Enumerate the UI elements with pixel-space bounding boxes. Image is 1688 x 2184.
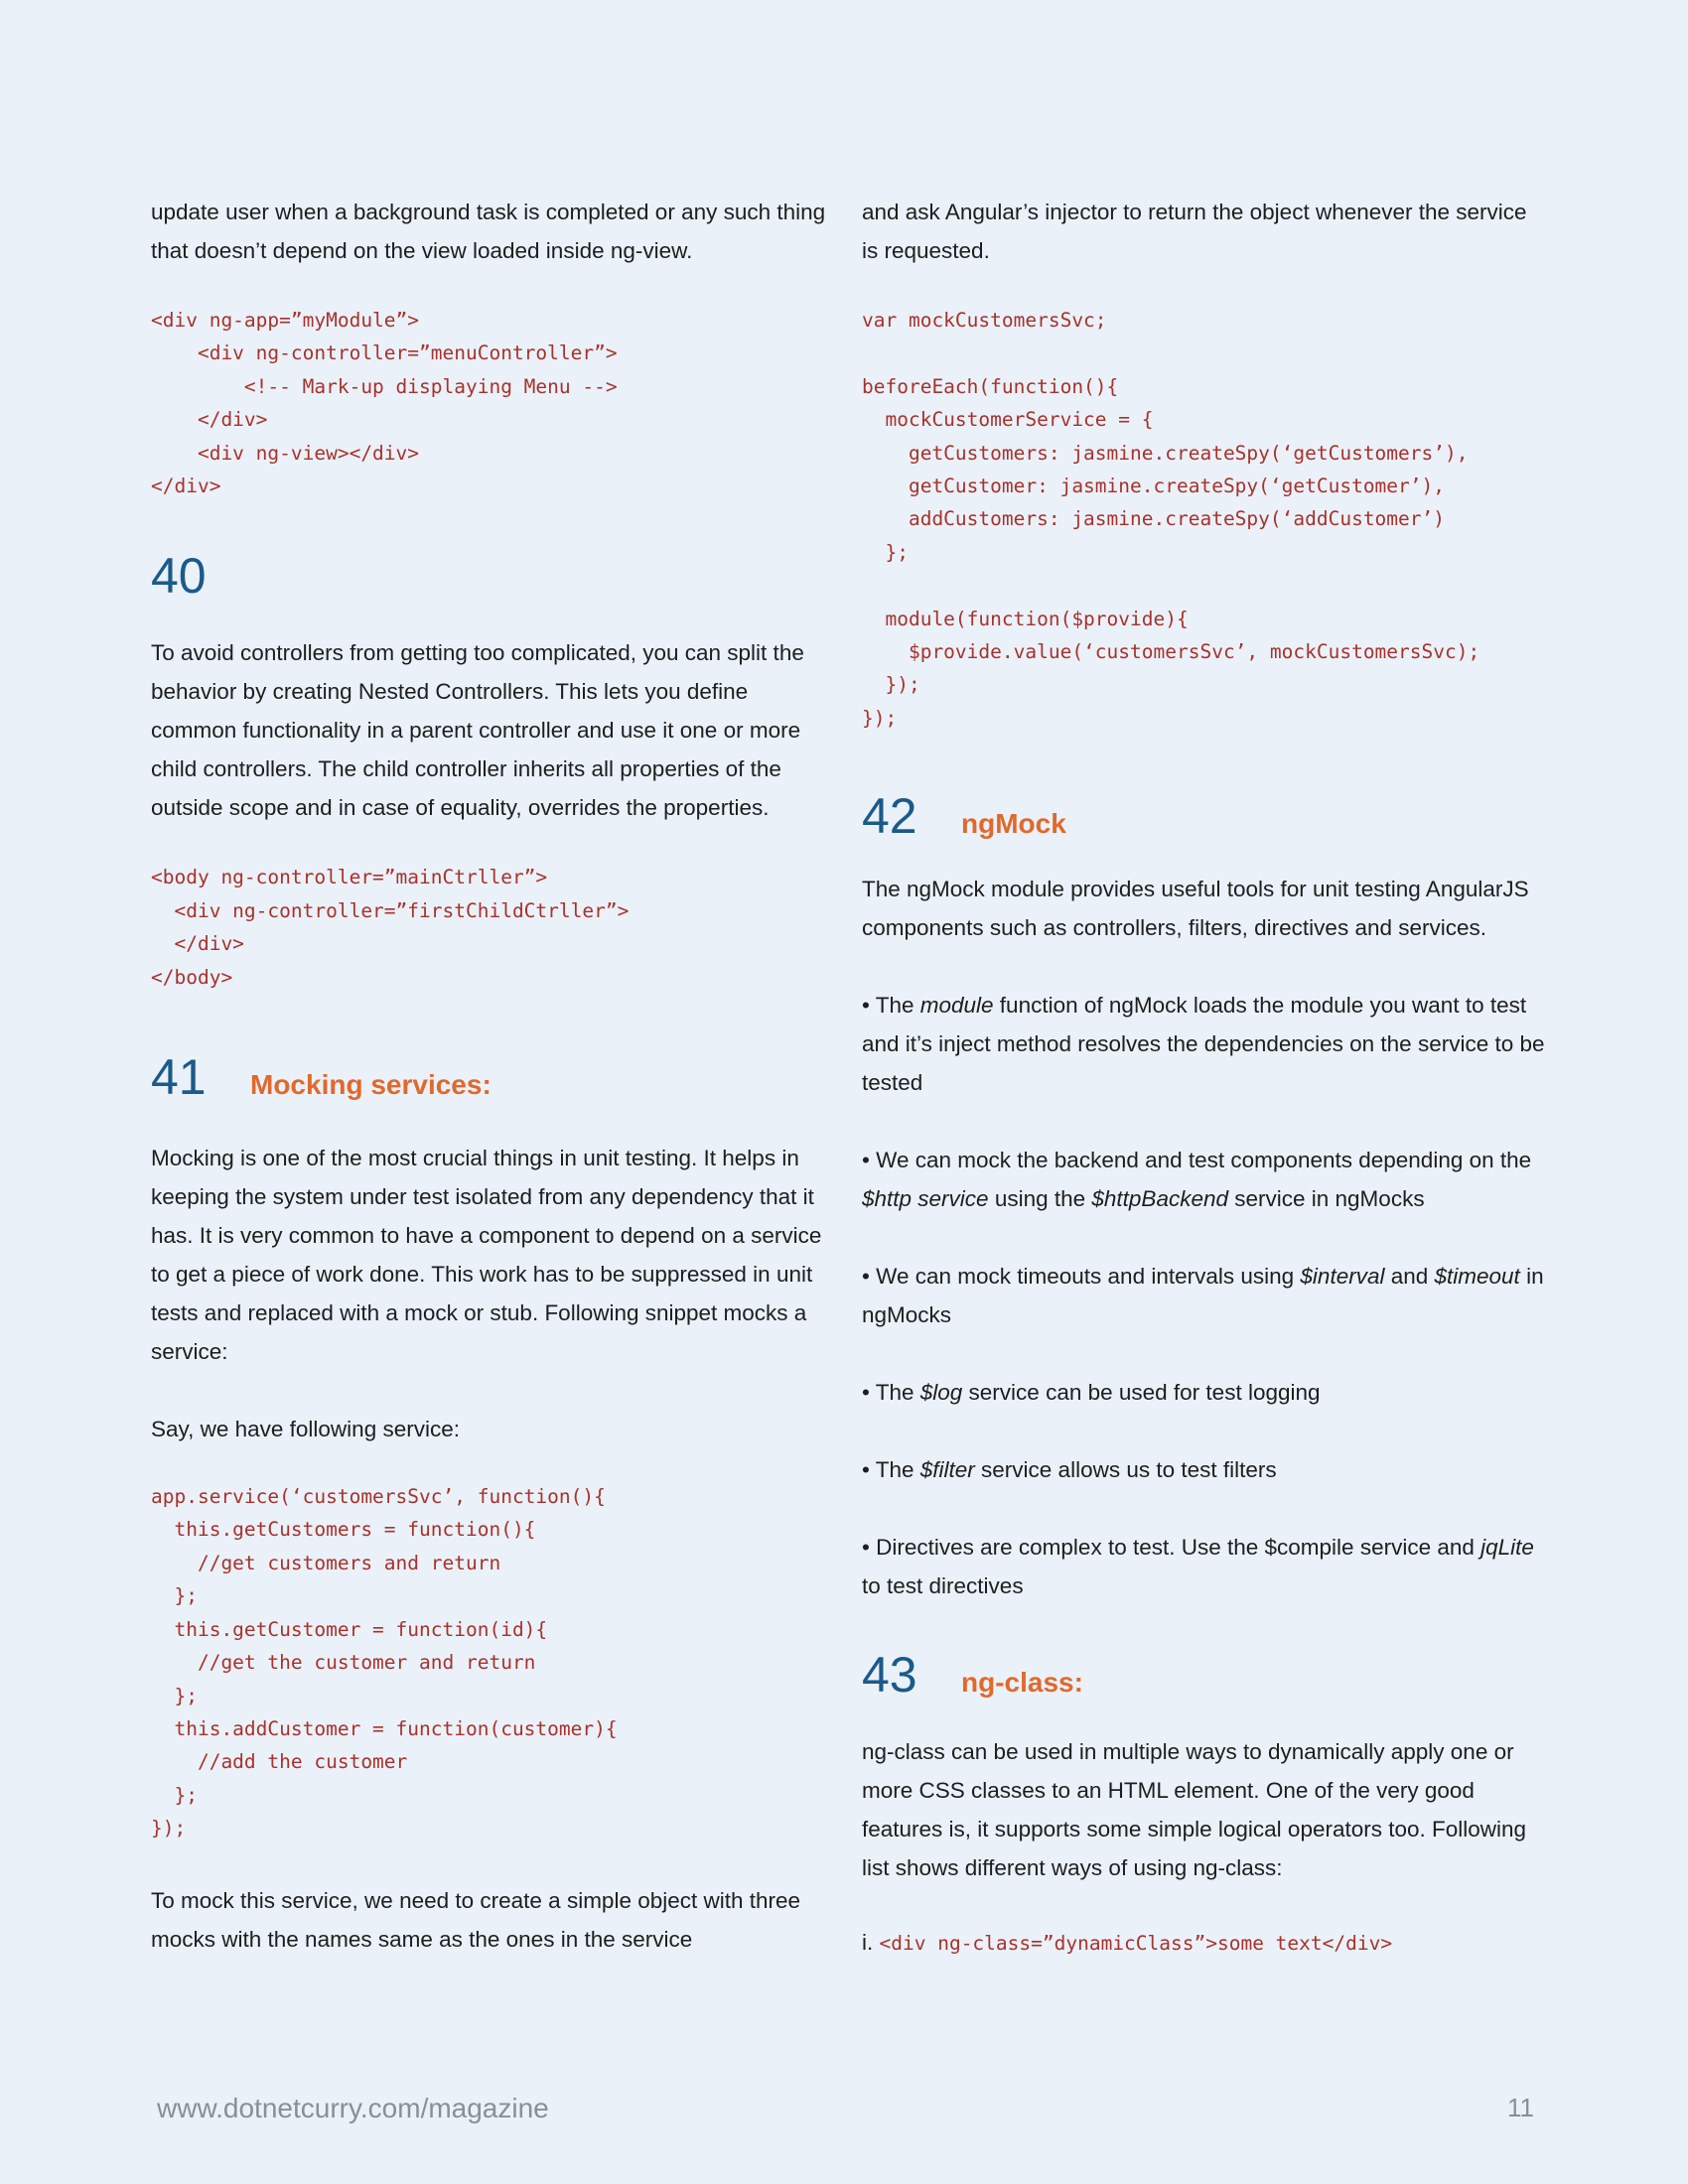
code-block-mock-service: var mockCustomersSvc; beforeEach(function(){ mockCustomerService = { getCustomers: jasmine.createSpy(‘getCustomers’), getCustomer: jasmine.createSpy(‘getCustomer’), addCustomers: jasmine.createSpy(‘addCustomer’) }; module(function($provide){ $provide.value(‘customersSvc’, mockCustomersSvc); }); });	[862, 309, 1480, 730]
right-column	[862, 193, 1547, 1963]
footer-url[interactable]: www.dotnetcurry.com/magazine	[157, 2093, 549, 2123]
intro-paragraph-left: update user when a background task is completed or any such thing that doesn’t depend on the view loaded inside ng-view.	[151, 200, 826, 263]
code-block-customers-service: app.service(‘customersSvc’, function(){ this.getCustomers = function(){ //get customers and return }; this.getCustomer = function(id){ //get the customer and return }; this.addCustomer = function(customer){ //add the customer }; });	[151, 1485, 618, 1841]
bullet-item: • The module function of ngMock loads the module you want to test and it’s inject method resolves the dependencies on the service to be tested	[862, 993, 1545, 1096]
section-number: 43	[862, 1647, 917, 1704]
list-item-i: i. <div ng-class=”dynamicClass”>some text</div>	[862, 1930, 1393, 1956]
section-40-paragraph: To avoid controllers from getting too complicated, you can split the behavior by creating Nested Controllers. This lets you define common functionality in a parent controller and use it one or more child controllers. The child controller inherits all properties of the outside scope and in case of equality, overrides the properties.	[151, 640, 804, 821]
bullet-item: • Directives are complex to test. Use the $compile service and jqLite to test directives	[862, 1535, 1534, 1599]
section-42-heading	[862, 786, 1547, 846]
intro-paragraph-right: and ask Angular’s injector to return the object whenever the service is requested.	[862, 200, 1527, 263]
left-column	[151, 193, 836, 1959]
section-title: ng-class:	[961, 1667, 1083, 1699]
section-43-paragraph: ng-class can be used in multiple ways to dynamically apply one or more CSS classes to an HTML element. One of the very good features is, it supports some simple logical operators too. Following list shows different ways of using ng-class:	[862, 1739, 1527, 1881]
inline-code: <div ng-class=”dynamicClass”>some text</div>	[879, 1932, 1393, 1956]
section-41-service-intro: Say, we have following service:	[151, 1417, 460, 1442]
page-number: 11	[1507, 2093, 1534, 2122]
section-41-paragraph: Mocking is one of the most crucial things in unit testing. It helps in keeping the system under test isolated from any dependency that it has. It is very common to have a component to depend on a service to get a piece of work done. This work has to be suppressed in unit tests and replaced with a mock or stub. Following snippet mocks a service:	[151, 1146, 822, 1365]
section-40-heading	[151, 546, 836, 606]
bullet-item: • The $filter service allows us to test filters	[862, 1457, 1277, 1483]
bullet-item: • We can mock the backend and test components depending on the $http service using the $httpBackend service in ngMocks	[862, 1148, 1532, 1212]
code-block-nested-controllers: <body ng-controller=”mainCtrller”> <div ng-controller=”firstChildCtrller”> </div> </body>	[151, 866, 630, 989]
section-42-paragraph: The ngMock module provides useful tools for unit testing AngularJS components such as controllers, filters, directives and services.	[862, 877, 1529, 941]
section-number: 42	[862, 788, 917, 845]
section-41-heading	[151, 1047, 836, 1107]
bullet-item: • The $log service can be used for test logging	[862, 1380, 1321, 1406]
section-number: 40	[151, 548, 207, 605]
section-title: Mocking services:	[250, 1069, 492, 1101]
section-number: 41	[151, 1049, 207, 1106]
code-block-ng-view: <div ng-app=”myModule”> <div ng-controller=”menuController”> <!-- Mark-up displaying Menu --> </div> <div ng-view></div> </div>	[151, 309, 618, 498]
section-41-mock-paragraph: To mock this service, we need to create a simple object with three mocks with the names same as the ones in the service	[151, 1887, 801, 1952]
bullet-item: • We can mock timeouts and intervals using $interval and $timeout in ngMocks	[862, 1264, 1544, 1328]
section-43-heading	[862, 1645, 1547, 1705]
section-title: ngMock	[961, 808, 1066, 840]
